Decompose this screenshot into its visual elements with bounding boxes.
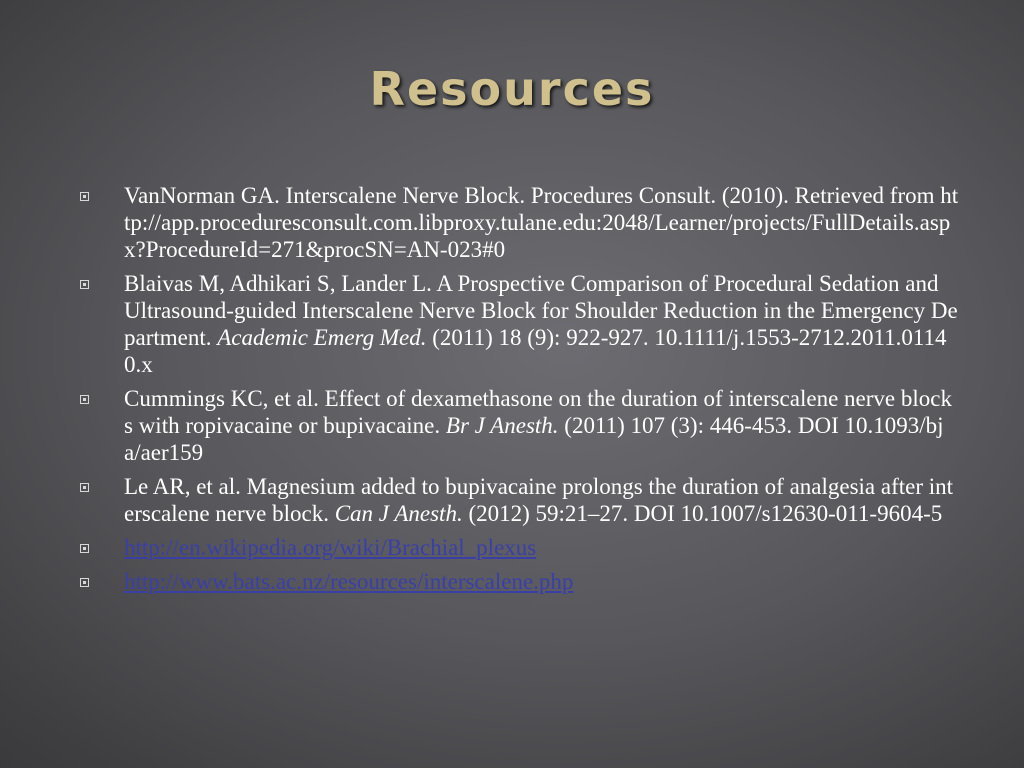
reference-journal: Can J Anesth. <box>334 501 463 526</box>
square-bullet-icon <box>80 544 89 553</box>
reference-item-5 <box>80 534 960 561</box>
reference-text: Le AR, et al. Magnesium added to bupivacaine prolongs the duration of analgesia after interscalene nerve block. <box>124 474 954 526</box>
reference-item-6 <box>80 568 960 595</box>
square-bullet-icon <box>80 483 89 492</box>
square-bullet-icon <box>80 578 89 587</box>
reference-text: VanNorman GA. Interscalene Nerve Block. Procedures Consult. (2010). Retrieved from http://app.proceduresconsult.com.libproxy.tulane.edu:2048/Learner/projects/FullDetails.aspx?ProcedureId=271&procSN=AN-023#0 <box>124 183 959 262</box>
reference-item-2 <box>80 270 960 378</box>
square-bullet-icon <box>80 192 89 201</box>
reference-item-4 <box>80 473 960 527</box>
reference-item-1 <box>80 182 960 263</box>
reference-text: Cummings KC, et al. Effect of dexamethasone on the duration of interscalene nerve blocks with ropivacaine or bupivacaine. <box>124 386 952 438</box>
reference-list <box>80 182 960 602</box>
reference-journal: Br J Anesth. <box>445 413 559 438</box>
reference-item-3 <box>80 385 960 466</box>
reference-details: (2011) 107 (3): 446-453. DOI 10.1093/bja/aer159 <box>124 413 944 465</box>
reference-journal: Academic Emerg Med. <box>217 325 427 350</box>
square-bullet-icon <box>80 395 89 404</box>
slide-title: Resources <box>369 62 655 116</box>
square-bullet-icon <box>80 280 89 289</box>
reference-details: (2011) 18 (9): 922-927. 10.1111/j.1553-2712.2011.01140.x <box>124 325 947 377</box>
reference-details: (2012) 59:21–27. DOI 10.1007/s12630-011-9604-5 <box>462 501 943 526</box>
wikipedia-brachial-plexus-link[interactable]: http://en.wikipedia.org/wiki/Brachial_plexus <box>124 535 537 560</box>
bats-interscalene-link[interactable]: http://www.bats.ac.nz/resources/interscalene.php <box>124 569 574 594</box>
reference-text: Blaivas M, Adhikari S, Lander L. A Prospective Comparison of Procedural Sedation and Ultrasound-guided Interscalene Nerve Block for Shoulder Reduction in the Emergency Department. <box>124 271 958 350</box>
